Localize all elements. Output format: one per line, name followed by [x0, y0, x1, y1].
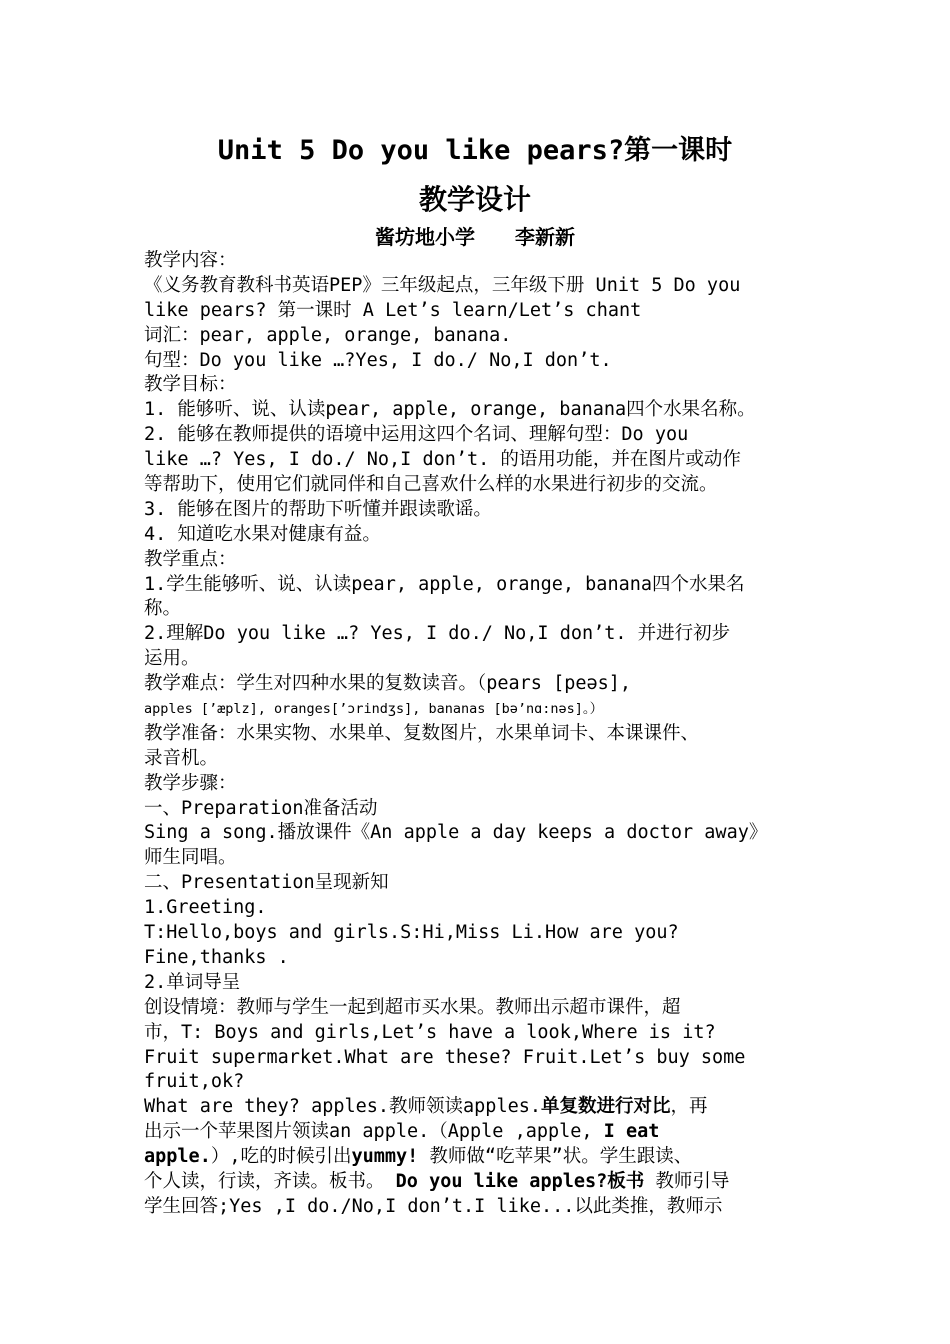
text-line: 2.理解Do you like …? Yes, I do./ No,I don’t. 并进行初步 — [144, 623, 731, 645]
text-line: 教学难点：学生对四种水果的复数读音。（pears [peəs], — [144, 673, 632, 695]
text-line: 教学内容： — [144, 250, 237, 271]
text-line: 录音机。 — [144, 747, 219, 769]
text-line — [144, 1145, 824, 1170]
text-line: Fine,thanks . — [144, 946, 289, 968]
text-line: Sing a song.播放课件《An apple a day keeps a doctor away》 — [144, 822, 768, 844]
bold-text: 单复数进行对比 — [541, 1096, 671, 1118]
document-title: Unit 5 Do you like pears?第一课时 — [217, 135, 733, 166]
text-line: 师生同唱。 — [144, 847, 237, 869]
text-line: like pears? 第一课时 A Let’s learn/Let’s chant — [144, 299, 642, 321]
text-line — [144, 1120, 824, 1145]
text-line: 句型：Do you like …?Yes, I do./ No,I don’t. — [144, 349, 612, 371]
text-line: 教学准备：水果实物、水果单、复数图片，水果单词卡、本课课件、 — [144, 722, 700, 744]
text-span: 个人读，行读，齐读。板书。 — [144, 1170, 385, 1192]
text-line: fruit,ok? — [144, 1071, 245, 1093]
document-body — [144, 249, 824, 1220]
text-line: 1. 能够听、说、认读pear, apple, orange, banana四个水果名称。 — [144, 399, 756, 421]
text-span: ）,吃的时候引出 — [210, 1146, 352, 1168]
text-line: 教学步骤： — [144, 772, 237, 794]
text-line: like …? Yes, I do./ No,I don’t. 的语用功能，并在图片或动作 — [144, 449, 741, 471]
text-line: 教学重点： — [144, 548, 237, 570]
text-span: 出示一个苹果图片领读an apple.（Apple ,apple, — [144, 1121, 593, 1143]
text-line: T:Hello,boys and girls.S:Hi,Miss Li.How are you? — [144, 922, 679, 944]
text-line: Fruit supermarket.What are these? Fruit.Let’s buy some — [144, 1046, 746, 1068]
text-line: 二、Presentation呈现新知 — [144, 872, 389, 894]
document-subtitle: 教学设计 — [418, 183, 531, 216]
phonetics-line: apples [’æplz], oranges[’ɔrindʒs], bananas [bə’nɑ:nəs]。） — [144, 701, 604, 718]
school-name: 酱坊地小学 — [375, 225, 475, 249]
text-line: 1.Greeting. — [144, 897, 267, 919]
text-line: 等帮助下，使用它们就同伴和自己喜欢什么样的水果进行初步的交流。 — [144, 474, 718, 496]
text-line: 称。 — [144, 598, 182, 620]
text-line: 市，T: Boys and girls,Let’s have a look,Where is it? — [144, 1021, 716, 1043]
text-line: 《义务教育教科书英语PEP》三年级起点，三年级下册 Unit 5 Do you — [144, 274, 741, 296]
text-line: 创设情境：教师与学生一起到超市买水果。教师出示超市课件，超 — [144, 996, 681, 1018]
author-line — [0, 224, 950, 250]
text-span: 教师做“吃苹果”状。学生跟读、 — [418, 1146, 693, 1168]
bold-text: Do you like apples?板书 — [384, 1170, 645, 1192]
text-line: 学生回答;Yes ,I do./No,I don’t.I like...以此类推，教师示 — [144, 1195, 723, 1217]
text-span: ，再 — [670, 1096, 708, 1118]
text-span: 教师引导 — [644, 1170, 730, 1192]
text-line: 2.单词导呈 — [144, 971, 241, 993]
text-line — [144, 1170, 824, 1195]
text-span: What are they? apples.教师领读apples. — [144, 1096, 542, 1118]
author-name: 李新新 — [515, 225, 575, 249]
text-line: 1.学生能够听、说、认读pear, apple, orange, banana四个水果名 — [144, 573, 745, 595]
text-line: 教学目标： — [144, 374, 237, 396]
bold-text: apple. — [144, 1146, 211, 1168]
bold-text: I eat — [592, 1121, 660, 1143]
text-line: 2. 能够在教师提供的语境中运用这四个名词、理解句型：Do you — [144, 424, 689, 446]
text-line: 词汇：pear, apple, orange, banana. — [144, 324, 512, 346]
bold-text: yummy! — [351, 1146, 419, 1168]
text-line: 一、Preparation准备活动 — [144, 797, 378, 819]
text-line: 3. 能够在图片的帮助下听懂并跟读歌谣。 — [144, 498, 492, 520]
text-line: 4. 知道吃水果对健康有益。 — [144, 523, 381, 545]
text-line: 运用。 — [144, 648, 200, 670]
text-line — [144, 1095, 824, 1120]
